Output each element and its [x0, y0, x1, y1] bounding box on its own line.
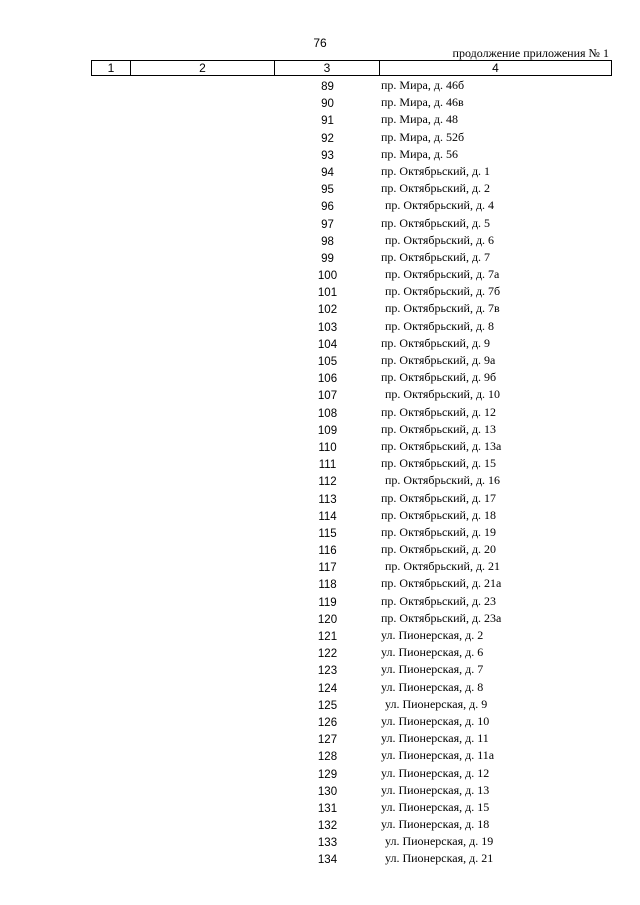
row-address: пр. Октябрьский, д. 7в	[385, 301, 500, 316]
row-address: пр. Октябрьский, д. 15	[381, 456, 497, 471]
table-row	[0, 267, 640, 284]
row-address: пр. Октябрьский, д. 21	[385, 559, 501, 574]
header-table	[91, 60, 612, 76]
row-number: 96	[321, 201, 334, 214]
row-number: 102	[317, 304, 338, 317]
row-address: пр. Октябрьский, д. 2	[381, 181, 491, 196]
table-row	[0, 680, 640, 697]
header-col-3: 3	[275, 61, 380, 76]
table-row	[0, 525, 640, 542]
row-number: 94	[321, 166, 334, 179]
table-row	[0, 422, 640, 439]
row-address: пр. Октябрьский, д. 9б	[381, 370, 497, 385]
header-col-2: 2	[131, 61, 275, 76]
row-address: ул. Пионерская, д. 9	[385, 696, 488, 711]
table-row	[0, 387, 640, 404]
row-number: 90	[321, 98, 334, 111]
row-address: пр. Мира, д. 46в	[381, 95, 464, 110]
row-number: 107	[317, 390, 338, 403]
row-number: 106	[317, 373, 338, 386]
row-number: 91	[321, 115, 334, 128]
row-number: 110	[318, 441, 337, 454]
header-col-4: 4	[380, 61, 612, 76]
header-row	[92, 61, 612, 76]
row-address: пр. Октябрьский, д. 1	[381, 163, 491, 178]
row-number: 117	[318, 562, 337, 575]
table-row	[0, 250, 640, 267]
row-number: 112	[318, 476, 337, 489]
row-address: пр. Октябрьский, д. 12	[381, 404, 497, 419]
row-number: 116	[318, 545, 337, 558]
table-row	[0, 628, 640, 645]
row-number: 100	[317, 270, 338, 283]
row-address: ул. Пионерская, д. 12	[381, 765, 490, 780]
table-row	[0, 662, 640, 679]
table-row	[0, 78, 640, 95]
row-address: пр. Мира, д. 46б	[381, 78, 465, 92]
row-number: 128	[317, 751, 338, 764]
header-col-1: 1	[92, 61, 131, 76]
table-row	[0, 731, 640, 748]
table-row	[0, 95, 640, 112]
row-address: пр. Октябрьский, д. 18	[381, 507, 497, 522]
row-address: ул. Пионерская, д. 21	[385, 851, 494, 866]
table-row	[0, 748, 640, 765]
table-row	[0, 834, 640, 851]
row-number: 115	[318, 527, 337, 540]
row-address: пр. Октябрьский, д. 23а	[381, 610, 502, 625]
row-number: 98	[321, 235, 334, 248]
row-number: 93	[321, 149, 334, 162]
row-address: пр. Октябрьский, д. 16	[385, 473, 501, 488]
row-address: пр. Октябрьский, д. 19	[381, 524, 497, 539]
row-address: ул. Пионерская, д. 7	[381, 662, 484, 677]
row-address: пр. Октябрьский, д. 5	[381, 215, 491, 230]
row-address: пр. Октябрьский, д. 23	[381, 593, 497, 608]
row-address: пр. Октябрьский, д. 21а	[381, 576, 502, 591]
row-number: 132	[317, 820, 338, 833]
row-address: пр. Октябрьский, д. 7б	[385, 284, 501, 299]
table-row	[0, 336, 640, 353]
row-address: пр. Октябрьский, д. 17	[381, 490, 497, 505]
row-number: 101	[317, 287, 338, 300]
table-row	[0, 198, 640, 215]
row-number: 129	[317, 768, 338, 781]
row-number: 134	[317, 854, 338, 867]
row-address: ул. Пионерская, д. 19	[385, 834, 494, 849]
table-row	[0, 766, 640, 783]
row-number: 97	[321, 218, 334, 231]
row-number: 103	[317, 321, 338, 334]
row-number: 89	[321, 81, 334, 93]
row-address: пр. Октябрьский, д. 9	[381, 335, 491, 350]
row-address: ул. Пионерская, д. 6	[381, 645, 484, 660]
row-address: ул. Пионерская, д. 13	[381, 782, 490, 797]
row-number: 99	[321, 252, 334, 265]
row-address: пр. Октябрьский, д. 20	[381, 542, 497, 557]
table-row	[0, 851, 640, 868]
table-row	[0, 645, 640, 662]
table-row	[0, 353, 640, 370]
table-row	[0, 147, 640, 164]
table-row	[0, 491, 640, 508]
table-row	[0, 542, 640, 559]
row-address: ул. Пионерская, д. 18	[381, 817, 490, 832]
row-address: пр. Октябрьский, д. 13а	[381, 438, 502, 453]
row-address: пр. Мира, д. 52б	[381, 129, 465, 144]
table-row	[0, 714, 640, 731]
table-row	[0, 370, 640, 387]
table-row	[0, 576, 640, 593]
row-number: 124	[317, 682, 338, 695]
row-number: 104	[317, 338, 338, 351]
table-row	[0, 697, 640, 714]
table-row	[0, 783, 640, 800]
page-number: 76	[313, 36, 327, 50]
table-row	[0, 456, 640, 473]
row-address: ул. Пионерская, д. 2	[381, 628, 484, 642]
row-address: пр. Октябрьский, д. 7	[381, 249, 491, 264]
table-row	[0, 611, 640, 628]
table-row	[0, 284, 640, 301]
table-row	[0, 473, 640, 490]
row-number: 120	[317, 613, 338, 626]
row-number: 114	[318, 510, 337, 523]
row-number: 123	[317, 665, 338, 678]
table-row	[0, 233, 640, 250]
row-number: 126	[317, 716, 338, 729]
row-address: пр. Мира, д. 56	[381, 146, 458, 161]
table-row	[0, 130, 640, 147]
row-address: ул. Пионерская, д. 11	[381, 731, 489, 746]
row-address: пр. Октябрьский, д. 13	[381, 421, 497, 436]
row-address: пр. Октябрьский, д. 4	[385, 198, 495, 213]
address-list	[0, 78, 640, 869]
table-row	[0, 216, 640, 233]
row-number: 127	[317, 734, 338, 747]
row-address: пр. Октябрьский, д. 6	[385, 232, 495, 247]
row-address: пр. Октябрьский, д. 9а	[381, 353, 496, 367]
row-address: ул. Пионерская, д. 15	[381, 799, 490, 814]
row-number: 133	[317, 837, 338, 850]
row-address: ул. Пионерская, д. 11а	[381, 748, 495, 763]
table-row	[0, 319, 640, 336]
row-number: 119	[318, 596, 337, 609]
row-number: 95	[321, 184, 334, 197]
row-number: 130	[317, 785, 338, 798]
table-row	[0, 112, 640, 129]
row-address: ул. Пионерская, д. 10	[381, 713, 490, 728]
table-row	[0, 508, 640, 525]
row-number: 113	[318, 493, 337, 506]
row-number: 111	[318, 459, 337, 472]
row-address: пр. Октябрьский, д. 8	[385, 318, 495, 333]
table-row	[0, 301, 640, 318]
row-number: 125	[317, 699, 338, 712]
table-row	[0, 439, 640, 456]
row-number: 122	[317, 648, 338, 661]
row-number: 92	[321, 132, 334, 145]
row-number: 105	[317, 356, 338, 368]
table-row	[0, 405, 640, 422]
row-address: пр. Октябрьский, д. 10	[385, 387, 501, 402]
table-row	[0, 817, 640, 834]
continuation-note: продолжение приложения № 1	[452, 46, 609, 60]
row-number: 121	[317, 631, 338, 643]
table-row	[0, 164, 640, 181]
row-number: 118	[318, 579, 337, 592]
row-number: 131	[317, 802, 338, 815]
table-row	[0, 594, 640, 611]
table-row	[0, 800, 640, 817]
row-address: пр. Октябрьский, д. 7а	[385, 267, 500, 282]
row-number: 108	[317, 407, 338, 420]
table-row	[0, 559, 640, 576]
row-number: 109	[317, 424, 338, 437]
table-row	[0, 181, 640, 198]
row-address: пр. Мира, д. 48	[381, 112, 458, 127]
row-address: ул. Пионерская, д. 8	[381, 679, 484, 694]
